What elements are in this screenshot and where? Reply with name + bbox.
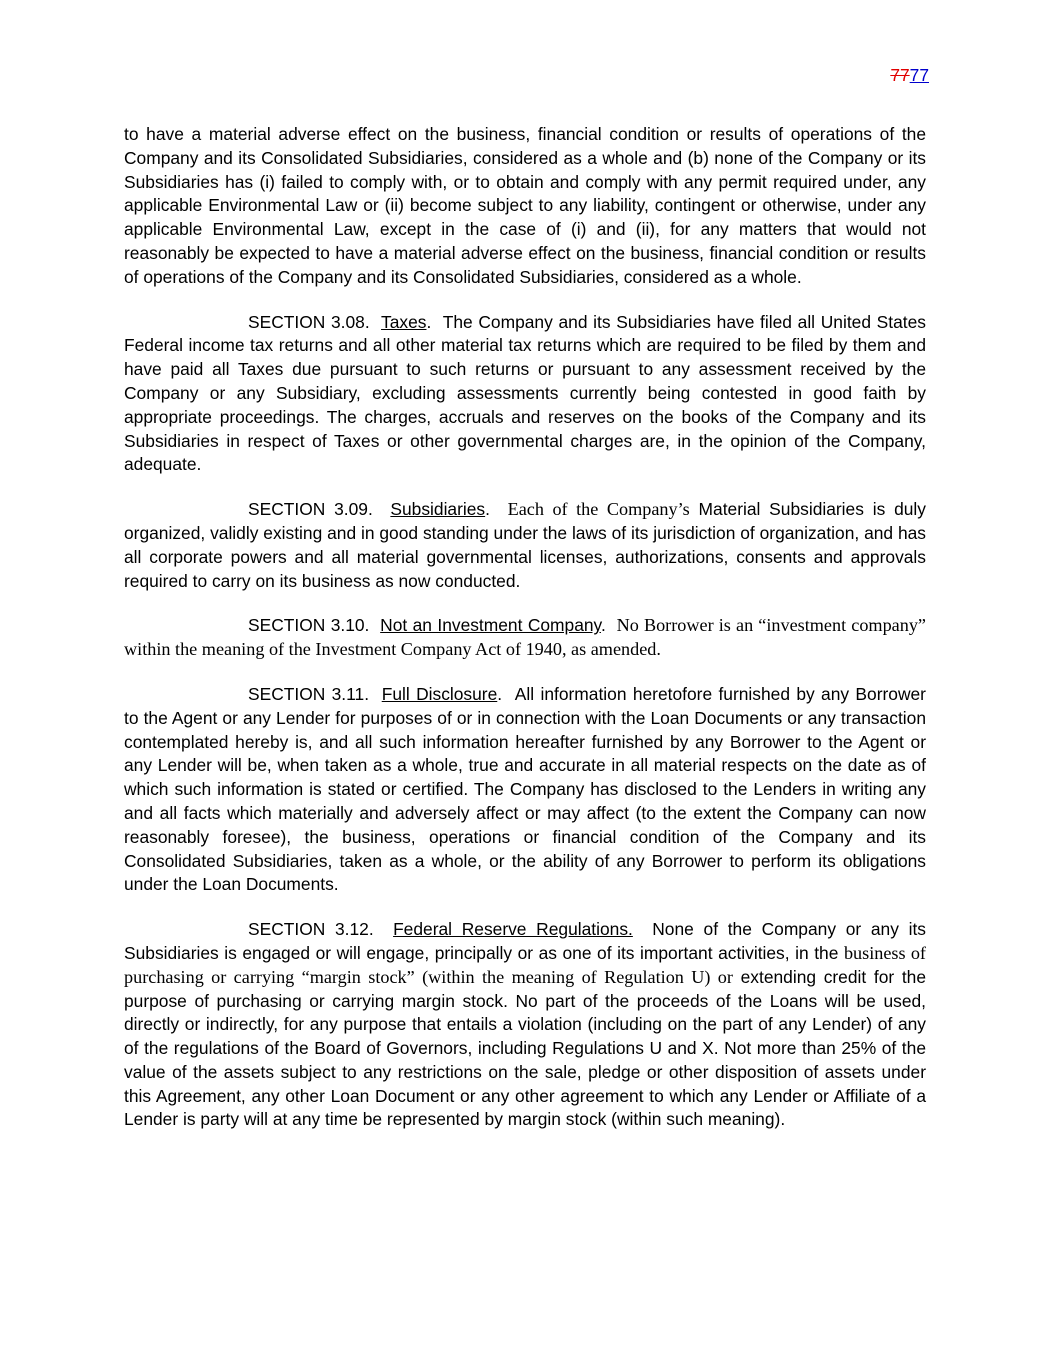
- section-body: None of the Company or any its Subsidiaries is engaged or will engage, principally or as one of its important activities, in the: [124, 919, 926, 963]
- section-title-suffix: .: [485, 499, 490, 520]
- section-body-serif: No Borrower is an “investment company” within the meaning of the Investment Company Act of 1940, as amended.: [124, 615, 926, 660]
- document-body: [124, 123, 926, 1153]
- section-title-suffix: .: [497, 683, 503, 704]
- continued-paragraph: to have a material adverse effect on the business, financial condition or results of operations of the Company and its Consolidated Subsidiaries, considered as a whole and (b) none of the Company or its Subsidiaries has (i) failed to comply with, or to obtain and comply with any permit required under, any applicable Environmental Law or (ii) become subject to any liability, contingent or otherwise, under any applicable Environmental Law, except in the case of (i) and (ii), for any matters that would not reasonably be expected to have a material adverse effect on the business, financial condition or results of operations of the Company and its Consolidated Subsidiaries, considered as a whole.: [124, 124, 926, 287]
- section-number: SECTION 3.09.: [248, 499, 373, 520]
- section-title: Subsidiaries: [390, 499, 486, 520]
- section-title: Not an Investment Company: [380, 615, 601, 636]
- page-number-inserted: 77: [909, 65, 929, 85]
- section-body-serif: Each of the Company’s: [507, 499, 690, 520]
- section-3-10: [124, 614, 926, 662]
- section-3-11: [124, 683, 926, 897]
- page-number-deleted: 77: [890, 65, 910, 85]
- section-body-serif: business of purchasing or carrying “margin stock” (within the meaning of Regulation U) or: [124, 942, 926, 987]
- section-3-08: [124, 311, 926, 478]
- section-number: SECTION 3.11.: [248, 683, 370, 704]
- section-title: Full Disclosure: [381, 683, 498, 704]
- section-title-suffix: .: [600, 615, 606, 636]
- section-title-suffix: .: [426, 311, 432, 332]
- section-3-12: [124, 918, 926, 1132]
- section-body: Material Subsidiaries is duly organized, validly existing and in good standing under the laws of its jurisdiction of organization, and has all corporate powers and all material governmental licenses, authorizations, consents and approvals required to carry on its business as now conducted.: [124, 499, 926, 591]
- section-title: Taxes: [381, 311, 427, 332]
- section-number: SECTION 3.12.: [248, 919, 374, 940]
- page-number: [890, 63, 929, 87]
- section-number: SECTION 3.10.: [248, 615, 370, 636]
- section-body-continued: extending credit for the purpose of purchasing or carrying margin stock. No part of the proceeds of the Loans will be used, directly or indirectly, for any purpose that entails a violation (including on the part of any Lender) of any of the regulations of the Board of Governors, including Regulations U and X. Not more than 25% of the value of the assets subject to any restrictions on the sale, pledge or other disposition of assets under this Agreement, any other Loan Document or any other agreement to which any Lender or Affiliate of a Lender is party will at any time be represented by margin stock (within such meaning).: [124, 966, 926, 1130]
- section-number: SECTION 3.08.: [248, 311, 370, 332]
- section-body: All information heretofore furnished by any Borrower to the Agent or any Lender for purposes of or in connection with the Loan Documents or any transaction contemplated hereby is, and all such information hereafter furnished by any Borrower to the Agent or any Lender will be, when taken as a whole, true and accurate in all material respects on the date as of which such information is stated or certified. The Company has disclosed to the Lenders in writing any and all facts which materially and adversely affect or may affect (to the extent the Company can now reasonably foresee), the business, operations or financial condition of the Company and its Consolidated Subsidiaries, taken as a whole, or the ability of any Borrower to perform its obligations under the Loan Documents.: [124, 683, 926, 895]
- section-title: Federal Reserve Regulations.: [393, 919, 633, 940]
- section-body: The Company and its Subsidiaries have filed all United States Federal income tax returns and all other material tax returns which are required to be filed by them and have paid all Taxes due pursuant to such returns or pursuant to any assessment received by the Company or any Subsidiary, excluding assessments currently being contested in good faith by appropriate proceedings. The charges, accruals and reserves on the books of the Company and its Subsidiaries in respect of Taxes or other governmental charges are, in the opinion of the Company, adequate.: [124, 311, 926, 475]
- section-3-09: [124, 498, 926, 593]
